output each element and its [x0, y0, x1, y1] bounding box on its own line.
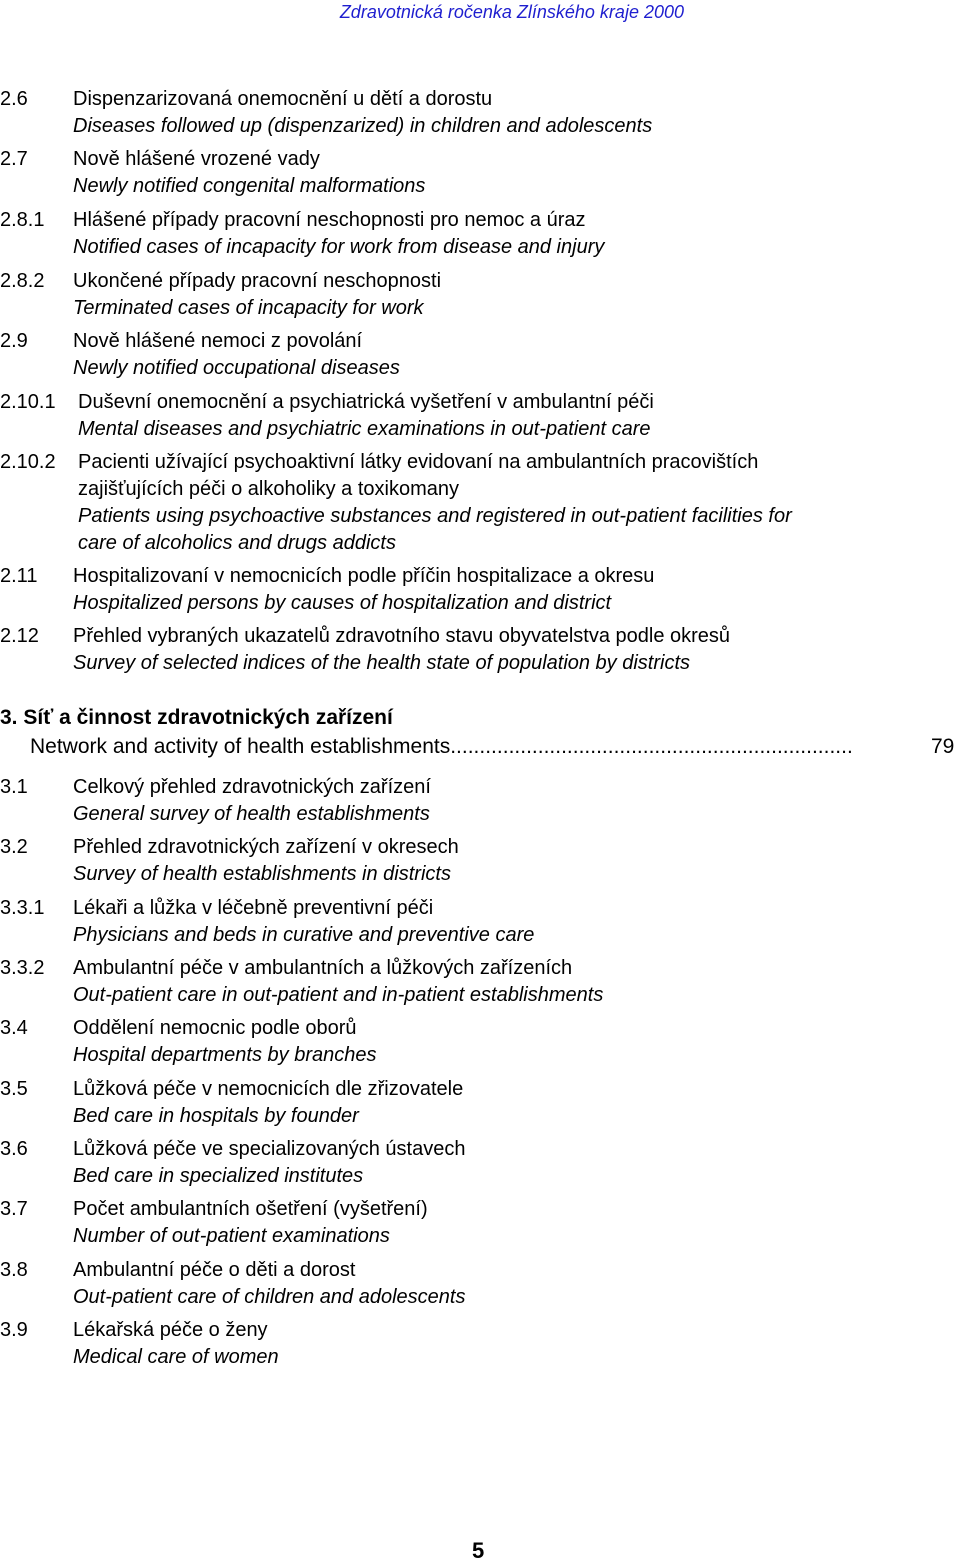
entry-title-cz: Oddělení nemocnic podle oborů [73, 1017, 357, 1039]
entry-title-cz: Lékařská péče o ženy [73, 1319, 268, 1341]
entry-title-en: Notified cases of incapacity for work from disease and injury [73, 236, 605, 258]
entry-title-en: Mental diseases and psychiatric examinations in out-patient care [78, 418, 651, 440]
entry-title-cz: Lůžková péče v nemocnicích dle zřizovatele [73, 1078, 464, 1100]
entry-number: 3.1 [0, 776, 28, 798]
entry-title-cz: Ukončené případy pracovní neschopnosti [73, 270, 442, 292]
entry-number: 3.5 [0, 1078, 28, 1100]
entry-title-cz-cont: zajišťujících péči o alkoholiky a toxikomany [78, 478, 460, 500]
entry-title-en: Out-patient care of children and adolescents [73, 1286, 466, 1308]
leader-dots: ..................................................................... [450, 735, 853, 758]
entry-title-cz: Hlášené případy pracovní neschopnosti pro nemoc a úraz [73, 209, 586, 231]
entry-title-cz: Přehled vybraných ukazatelů zdravotního stavu obyvatelstva podle okresů [73, 625, 731, 647]
entry-number: 3.2 [0, 836, 28, 858]
entry-title-en: Bed care in specialized institutes [73, 1165, 364, 1187]
entry-number: 2.11 [0, 565, 38, 587]
entry-title-en: Patients using psychoactive substances and registered in out-patient facilities for [78, 505, 792, 527]
section-3-subtitle-row[interactable] [30, 733, 853, 760]
entry-title-en: Medical care of women [73, 1346, 279, 1368]
entry-title-cz: Nově hlášené vrozené vady [73, 148, 320, 170]
entry-number: 3.3.1 [0, 897, 45, 919]
entry-title-cz: Ambulantní péče v ambulantních a lůžkových zařízeních [73, 957, 573, 979]
entry-title-cz: Pacienti užívající psychoaktivní látky evidovaní na ambulantních pracovištích [78, 451, 759, 473]
entry-title-en: Number of out-patient examinations [73, 1225, 390, 1247]
entry-number: 3.9 [0, 1319, 28, 1341]
entry-title-en: Hospital departments by branches [73, 1044, 377, 1066]
entry-title-en: Bed care in hospitals by founder [73, 1105, 359, 1127]
entry-number: 2.10.2 [0, 451, 56, 473]
page-number: 5 [472, 1538, 485, 1563]
entry-title-cz: Počet ambulantních ošetření (vyšetření) [73, 1198, 428, 1220]
entry-title-en: Physicians and beds in curative and preventive care [73, 924, 535, 946]
entry-title-en: Newly notified congenital malformations [73, 175, 426, 197]
running-header: Zdravotnická ročenka Zlínského kraje 2000 [339, 2, 684, 22]
entry-number: 3.4 [0, 1017, 28, 1039]
section-3-title[interactable]: 3. Síť a činnost zdravotnických zařízení [0, 706, 393, 729]
entry-title-cz: Lůžková péče ve specializovaných ústavech [73, 1138, 466, 1160]
entry-title-cz: Dispenzarizovaná onemocnění u dětí a dorostu [73, 88, 493, 110]
entry-title-en: Diseases followed up (dispenzarized) in children and adolescents [73, 115, 653, 137]
entry-number: 3.7 [0, 1198, 28, 1220]
entry-title-cz: Přehled zdravotnických zařízení v okresech [73, 836, 459, 858]
entry-title-cz: Ambulantní péče o děti a dorost [73, 1259, 356, 1281]
entry-number: 2.9 [0, 330, 28, 352]
entry-title-en: Terminated cases of incapacity for work [73, 297, 424, 319]
entry-title-cz: Duševní onemocnění a psychiatrická vyšetření v ambulantní péči [78, 391, 654, 413]
entry-number: 3.3.2 [0, 957, 45, 979]
entry-number: 3.8 [0, 1259, 28, 1281]
entry-title-en: General survey of health establishments [73, 803, 430, 825]
entry-number: 2.12 [0, 625, 39, 647]
entry-title-cz: Celkový přehled zdravotnických zařízení [73, 776, 431, 798]
entry-title-cz: Nově hlášené nemoci z povolání [73, 330, 363, 352]
section-3-page-number: 79 [931, 735, 955, 758]
entry-number: 2.7 [0, 148, 28, 170]
entry-title-en: Hospitalized persons by causes of hospitalization and district [73, 592, 612, 614]
entry-title-en: Newly notified occupational diseases [73, 357, 400, 379]
entry-number: 2.10.1 [0, 391, 56, 413]
entry-title-en: Out-patient care in out-patient and in-patient establishments [73, 984, 604, 1006]
entry-title-en: Survey of health establishments in districts [73, 863, 451, 885]
entry-number: 3.6 [0, 1138, 28, 1160]
entry-title-cz: Lékaři a lůžka v léčebně preventivní péči [73, 897, 434, 919]
entry-number: 2.8.2 [0, 270, 45, 292]
entry-number: 2.6 [0, 88, 28, 110]
entry-number: 2.8.1 [0, 209, 45, 231]
entry-title-en: Survey of selected indices of the health state of population by districts [73, 652, 691, 674]
entry-title-en-cont: care of alcoholics and drugs addicts [78, 532, 396, 554]
section-3-subtitle: Network and activity of health establishments [30, 735, 451, 758]
entry-title-cz: Hospitalizovaní v nemocnicích podle příčin hospitalizace a okresu [73, 565, 655, 587]
